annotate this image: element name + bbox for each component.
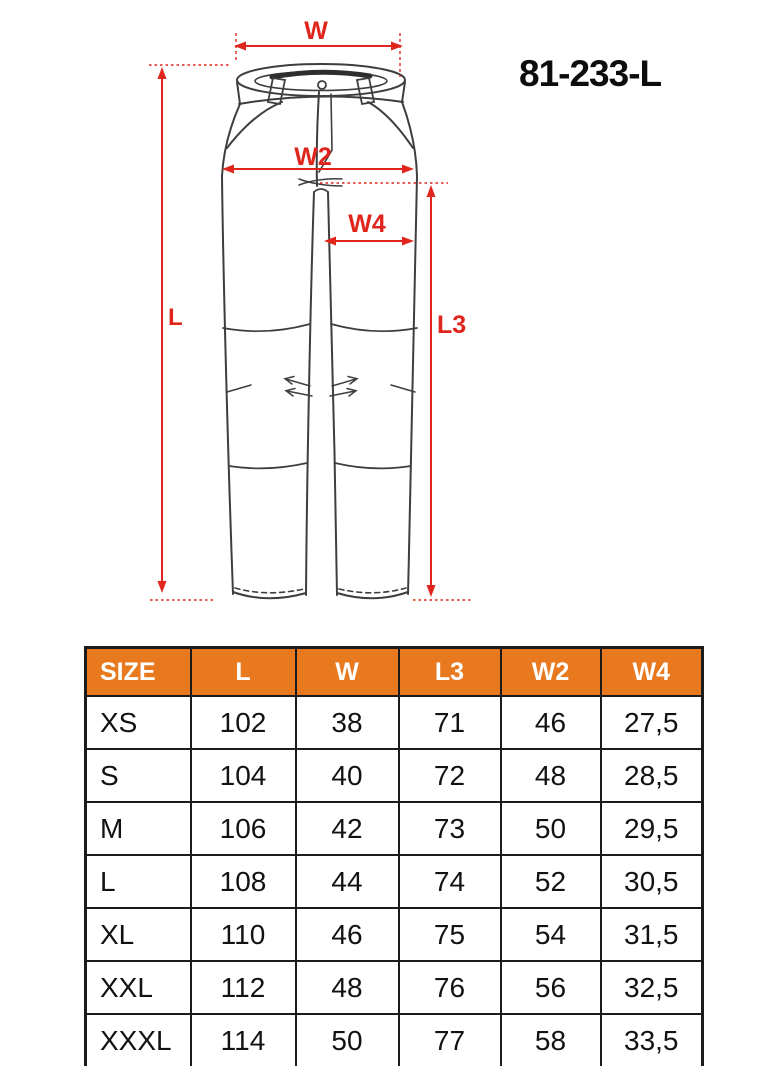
value-cell: 76 — [399, 961, 501, 1014]
hem-left — [233, 592, 306, 598]
value-cell: 110 — [191, 908, 296, 961]
dimension-label-w: W — [304, 17, 328, 45]
size-table-container — [84, 646, 701, 1066]
value-cell: 28,5 — [601, 749, 703, 802]
belt-loop-right — [357, 78, 374, 104]
size-table-header-row — [86, 648, 703, 697]
value-cell: 50 — [501, 802, 601, 855]
header-cell-w: W — [296, 648, 399, 697]
value-cell: 42 — [296, 802, 399, 855]
table-row-s — [86, 749, 703, 802]
value-cell: 44 — [296, 855, 399, 908]
waist-button — [318, 81, 326, 89]
dimension-l-arrow — [158, 67, 167, 593]
value-cell: 108 — [191, 855, 296, 908]
value-cell: 71 — [399, 696, 501, 749]
size-cell: M — [86, 802, 191, 855]
value-cell: 77 — [399, 1014, 501, 1066]
dimension-l3-arrow — [427, 185, 436, 597]
pocket-left — [227, 102, 282, 148]
value-cell: 73 — [399, 802, 501, 855]
table-row-xs — [86, 696, 703, 749]
size-cell: XXXL — [86, 1014, 191, 1066]
table-row-xxxl — [86, 1014, 703, 1066]
table-row-xl — [86, 908, 703, 961]
size-cell: XS — [86, 696, 191, 749]
value-cell: 114 — [191, 1014, 296, 1066]
left-leg-outer-seam — [222, 176, 233, 594]
value-cell: 32,5 — [601, 961, 703, 1014]
value-cell: 58 — [501, 1014, 601, 1066]
waistband-bottom — [239, 96, 403, 104]
dimension-label-w2: W2 — [294, 143, 332, 171]
waistband-inner-shadow — [272, 72, 370, 77]
knee-seam-left-upper — [223, 324, 310, 331]
dimension-label-l: L — [168, 304, 183, 331]
header-cell-l: L — [191, 648, 296, 697]
hem-stitch-right — [339, 588, 406, 593]
value-cell: 48 — [296, 961, 399, 1014]
waistband-left-edge — [237, 82, 240, 104]
value-cell: 46 — [296, 908, 399, 961]
value-cell: 72 — [399, 749, 501, 802]
size-cell: L — [86, 855, 191, 908]
value-cell: 56 — [501, 961, 601, 1014]
value-cell: 40 — [296, 749, 399, 802]
knee-seam-left-lower — [229, 463, 307, 468]
value-cell: 106 — [191, 802, 296, 855]
hip-seam-right — [402, 102, 417, 176]
header-cell-size: SIZE — [86, 648, 191, 697]
value-cell: 29,5 — [601, 802, 703, 855]
value-cell: 30,5 — [601, 855, 703, 908]
hem-stitch-left — [235, 588, 304, 593]
table-row-l — [86, 855, 703, 908]
value-cell: 52 — [501, 855, 601, 908]
knee-seam-right-upper — [331, 324, 417, 331]
header-cell-l3: L3 — [399, 648, 501, 697]
value-cell: 50 — [296, 1014, 399, 1066]
value-cell: 75 — [399, 908, 501, 961]
value-cell: 74 — [399, 855, 501, 908]
hem-right — [337, 592, 408, 598]
dimension-label-l3: L3 — [437, 311, 467, 339]
value-cell: 38 — [296, 696, 399, 749]
right-leg-outer-seam — [408, 176, 417, 594]
value-cell: 27,5 — [601, 696, 703, 749]
knee-dart-marks — [227, 377, 415, 397]
pocket-right — [368, 102, 413, 148]
value-cell: 33,5 — [601, 1014, 703, 1066]
value-cell: 54 — [501, 908, 601, 961]
product-code: 81-233-L — [519, 53, 662, 94]
value-cell: 46 — [501, 696, 601, 749]
size-table — [84, 646, 704, 1066]
header-cell-w2: W2 — [501, 648, 601, 697]
knee-seam-right-lower — [335, 463, 411, 468]
size-cell: XL — [86, 908, 191, 961]
value-cell: 31,5 — [601, 908, 703, 961]
left-leg-inner-seam — [306, 192, 314, 595]
crotch-join — [314, 189, 328, 192]
size-cell: S — [86, 749, 191, 802]
right-leg-inner-seam — [328, 192, 337, 595]
value-cell: 104 — [191, 749, 296, 802]
table-row-m — [86, 802, 703, 855]
value-cell: 48 — [501, 749, 601, 802]
value-cell: 102 — [191, 696, 296, 749]
table-row-xxl — [86, 961, 703, 1014]
header-cell-w4: W4 — [601, 648, 703, 697]
dimension-label-w4: W4 — [348, 210, 386, 238]
value-cell: 112 — [191, 961, 296, 1014]
hip-seam-left — [222, 104, 240, 176]
size-cell: XXL — [86, 961, 191, 1014]
